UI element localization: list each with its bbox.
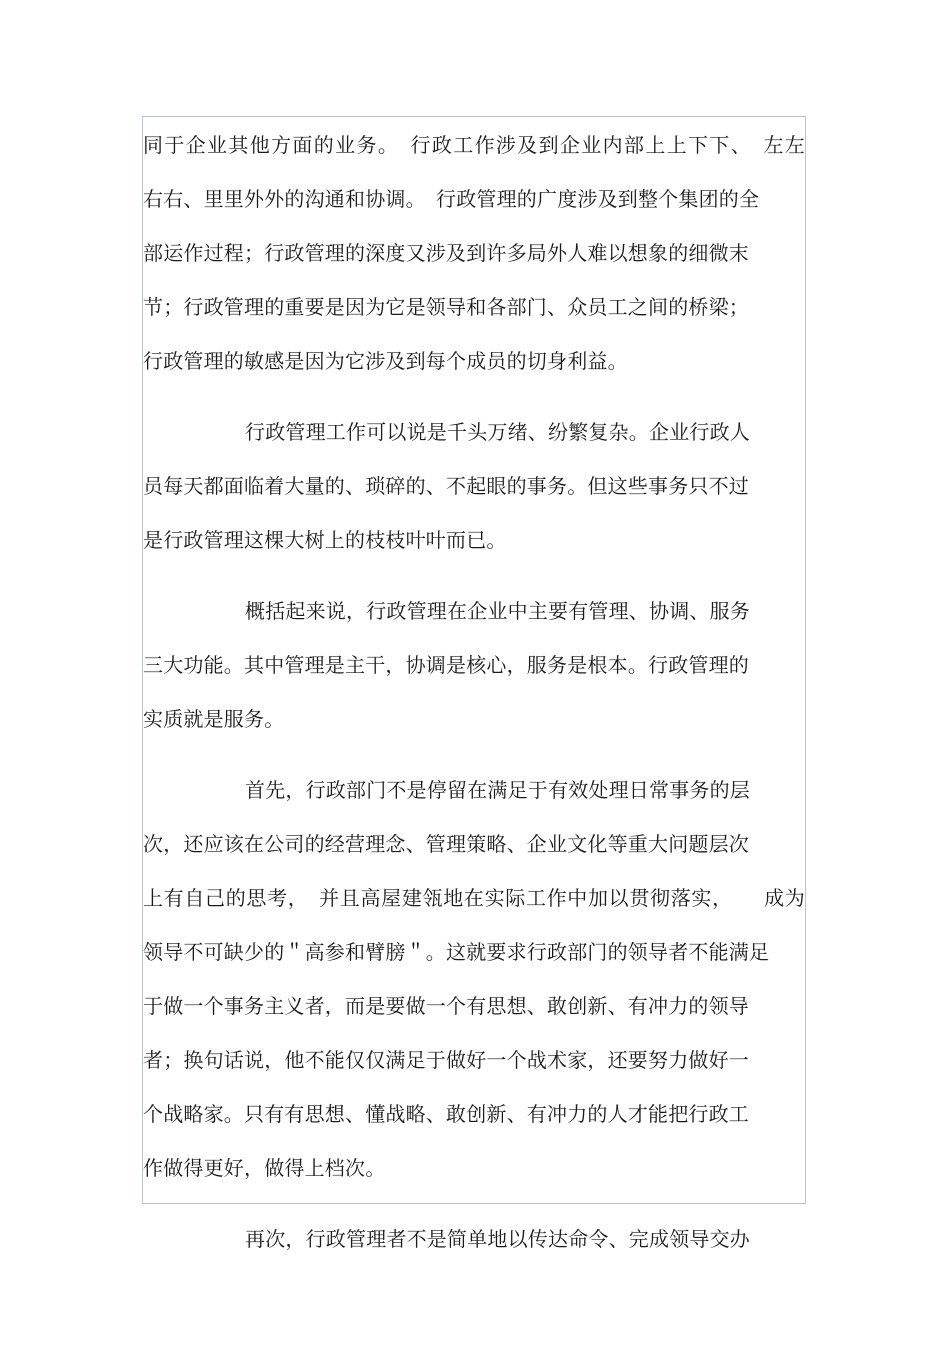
text-line: 概括起来说，行政管理在企业中主要有管理、协调、服务: [245, 599, 750, 623]
text-line: 个战略家。只有有思想、懂战略、敢创新、有冲力的人才能把行政工: [143, 1102, 749, 1126]
text-line: 于做一个事务主义者，而是要做一个有思想、敢创新、有冲力的领导: [143, 994, 749, 1018]
paragraph: [143, 763, 807, 1195]
text-line: 右右、里里外外的沟通和协调。 行政管理的广度涉及到整个集团的全: [143, 187, 760, 211]
paragraph-gap: [143, 746, 807, 763]
document-body: [143, 118, 807, 1266]
text-line: 同于企业其他方面的业务。 行政工作涉及到企业内部上上下下、 左左: [143, 133, 805, 157]
text-line: 实质就是服务。: [143, 707, 285, 731]
paragraph-gap: [143, 567, 807, 584]
text-line: 三大功能。其中管理是主干，协调是核心，服务是根本。行政管理的: [143, 653, 749, 677]
text-line: 行政管理的敏感是因为它涉及到每个成员的切身利益。: [143, 349, 628, 373]
text-line: 作做得更好，做得上档次。: [143, 1156, 386, 1180]
paragraph: [143, 118, 807, 388]
paragraph-gap: [143, 388, 807, 405]
text-line: 是行政管理这棵大树上的枝枝叶叶而已。: [143, 528, 507, 552]
text-line: 次，还应该在公司的经营理念、管理策略、企业文化等重大问题层次: [143, 832, 749, 856]
text-line: 部运作过程；行政管理的深度又涉及到许多局外人难以想象的细微末: [143, 241, 749, 265]
text-line: 领导不可缺少的＂高参和臂膀＂。这就要求行政部门的领导者不能满足: [143, 940, 770, 964]
paragraph-gap: [143, 1195, 807, 1212]
paragraph: [143, 1212, 807, 1266]
text-line: 上有自己的思考， 并且高屋建瓴地在实际工作中加以贯彻落实， 成为: [143, 886, 805, 910]
text-line: 节；行政管理的重要是因为它是领导和各部门、众员工之间的桥梁；: [143, 295, 749, 319]
text-line: 首先，行政部门不是停留在满足于有效处理日常事务的层: [245, 778, 750, 802]
text-line: 员每天都面临着大量的、琐碎的、不起眼的事务。但这些事务只不过: [143, 474, 749, 498]
paragraph: [143, 405, 807, 567]
text-line: 行政管理工作可以说是千头万绪、纷繁复杂。企业行政人: [245, 420, 750, 444]
text-line: 者；换句话说，他不能仅仅满足于做好一个战术家，还要努力做好一: [143, 1048, 749, 1072]
paragraph: [143, 584, 807, 746]
text-line: 再次，行政管理者不是简单地以传达命令、完成领导交办: [245, 1227, 750, 1251]
